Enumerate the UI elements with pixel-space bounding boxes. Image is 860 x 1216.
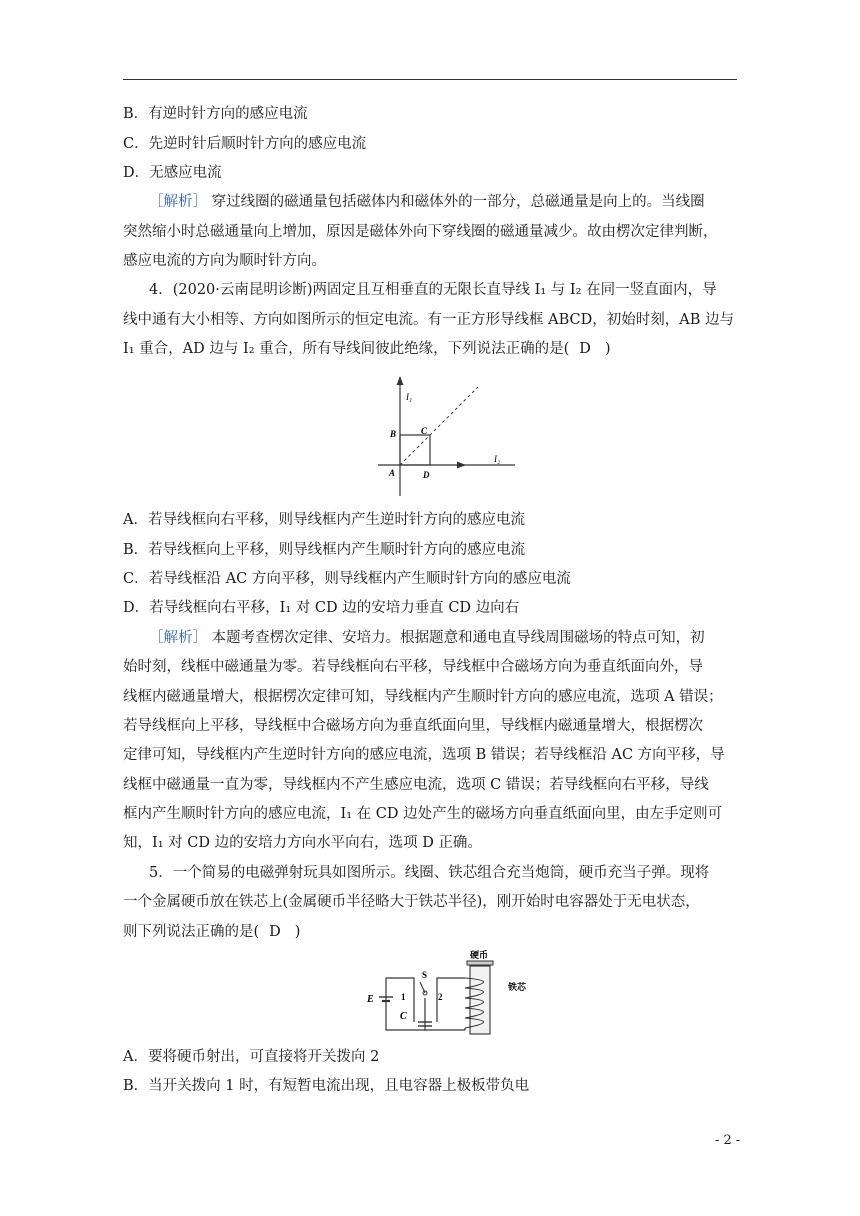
q4-analysis-line-5: 定律可知，导线框内产生逆时针方向的感应电流，选项 B 错误；若导线框沿 AC 方向平移，导 <box>123 747 725 763</box>
coin-disc <box>467 961 493 965</box>
header-rule <box>123 79 737 80</box>
q3-analysis-label: ［解析］ <box>149 194 207 210</box>
q4-analysis-line-1: ［解析］ 本题考查楞次定律、安培力。根据题意和通电直导线周围磁场的特点可知，初 <box>149 630 705 646</box>
switch-lever <box>420 982 425 993</box>
q4-analysis-line-2: 始时刻，线框中磁通量为零。若导线框向右平移，导线框中合磁场方向为垂直纸面向外，导 <box>123 659 703 675</box>
q4-option-d: D．若导线框向右平移，I₁ 对 CD 边的安培力垂直 CD 边向右 <box>123 600 520 616</box>
label-e: E <box>367 994 374 1005</box>
q5-figure <box>362 950 532 1036</box>
q4-stem-line-1: 4．(2020·云南昆明诊断)两固定且互相垂直的无限长直导线 I₁ 与 I₂ 在同一竖直面内，导 <box>149 282 717 298</box>
label-core: 铁芯 <box>508 982 527 992</box>
q3-analysis-line-3: 感应电流的方向为顺时针方向。 <box>123 253 326 269</box>
q4-analysis-label: ［解析］ <box>149 630 207 646</box>
q4-answer: D <box>579 341 591 357</box>
q4-analysis-line-6: 线框中磁通量一直为零，导线框内不产生感应电流，选项 C 错误；若导线框向右平移，导线 <box>123 777 709 793</box>
q4-option-a: A．若导线框向右平移，则导线框内产生逆时针方向的感应电流 <box>123 512 525 528</box>
label-c: C <box>421 426 428 436</box>
q3-option-b: B．有逆时针方向的感应电流 <box>123 106 308 122</box>
q5-option-b: B．当开关拨向 1 时，有短暂电流出现，且电容器上极板带负电 <box>123 1078 530 1094</box>
label-coin: 硬币 <box>470 950 489 960</box>
q3-option-c: C．先逆时针后顺时针方向的感应电流 <box>123 136 367 152</box>
page-number: - 2 - <box>715 1133 741 1148</box>
q3-analysis-line-1: ［解析］ 穿过线圈的磁通量包括磁体内和磁体外的一部分，总磁通量是向上的。当线圈 <box>149 194 705 210</box>
arrow-up-icon <box>397 376 404 385</box>
label-c: C <box>400 1011 407 1022</box>
label-b: B <box>390 429 397 439</box>
q4-analysis-line-3: 线框内磁通量增大，根据楞次定律可知，导线框内产生顺时针方向的感应电流，选项 A 错误； <box>123 689 723 705</box>
q3-option-d: D．无感应电流 <box>123 165 222 181</box>
label-1: 1 <box>401 992 406 1002</box>
label-s: S <box>422 970 428 980</box>
q4-figure <box>360 372 530 500</box>
q5-stem-line-3: 则下列说法正确的是( D ) <box>123 924 301 940</box>
label-a: A <box>389 468 396 478</box>
q5-stem-line-1: 5．一个简易的电磁弹射玩具如图所示。线圈、铁芯组合充当炮筒，硬币充当子弹。现将 <box>149 865 710 881</box>
q3-analysis-line-2: 突然缩小时总磁通量向上增加，原因是磁体外向下穿线圈的磁通量减少。故由楞次定律判断， <box>123 224 718 240</box>
q4-stem-line-2: 线中通有大小相等、方向如图所示的恒定电流。有一正方形导线框 ABCD，初始时刻，AB 边与 <box>123 312 734 328</box>
q4-analysis-line-7: 框内产生顺时针方向的感应电流，I₁ 在 CD 边处产生的磁场方向垂直纸面向里，由左手定则可 <box>123 806 723 822</box>
arrow-right-icon <box>457 462 466 469</box>
q4-option-c: C．若导线框沿 AC 方向平移，则导线框内产生顺时针方向的感应电流 <box>123 571 571 587</box>
label-i1: I₁ <box>406 392 413 402</box>
q5-stem-line-2: 一个金属硬币放在铁芯上(金属硬币半径略大于铁芯半径)，刚开始时电容器处于无电状态， <box>123 894 700 910</box>
label-2: 2 <box>438 992 443 1002</box>
q4-analysis-line-8: 知，I₁ 对 CD 边的安培力方向水平向右，选项 D 正确。 <box>123 835 482 851</box>
q4-analysis-line-4: 若导线框向上平移，导线框中合磁场方向为垂直纸面向里，导线框内磁通量增大，根据楞次 <box>123 718 703 734</box>
label-i2: I₂ <box>494 454 501 464</box>
q4-option-b: B．若导线框向上平移，则导线框内产生顺时针方向的感应电流 <box>123 542 526 558</box>
q5-option-a: A．要将硬币射出，可直接将开关拨向 2 <box>123 1049 380 1065</box>
q4-stem-line-3: I₁ 重合，AD 边与 I₂ 重合，所有导线间彼此绝缘，下列说法正确的是( D ) <box>123 341 611 357</box>
label-d: D <box>423 470 430 480</box>
q5-answer: D <box>269 924 281 940</box>
